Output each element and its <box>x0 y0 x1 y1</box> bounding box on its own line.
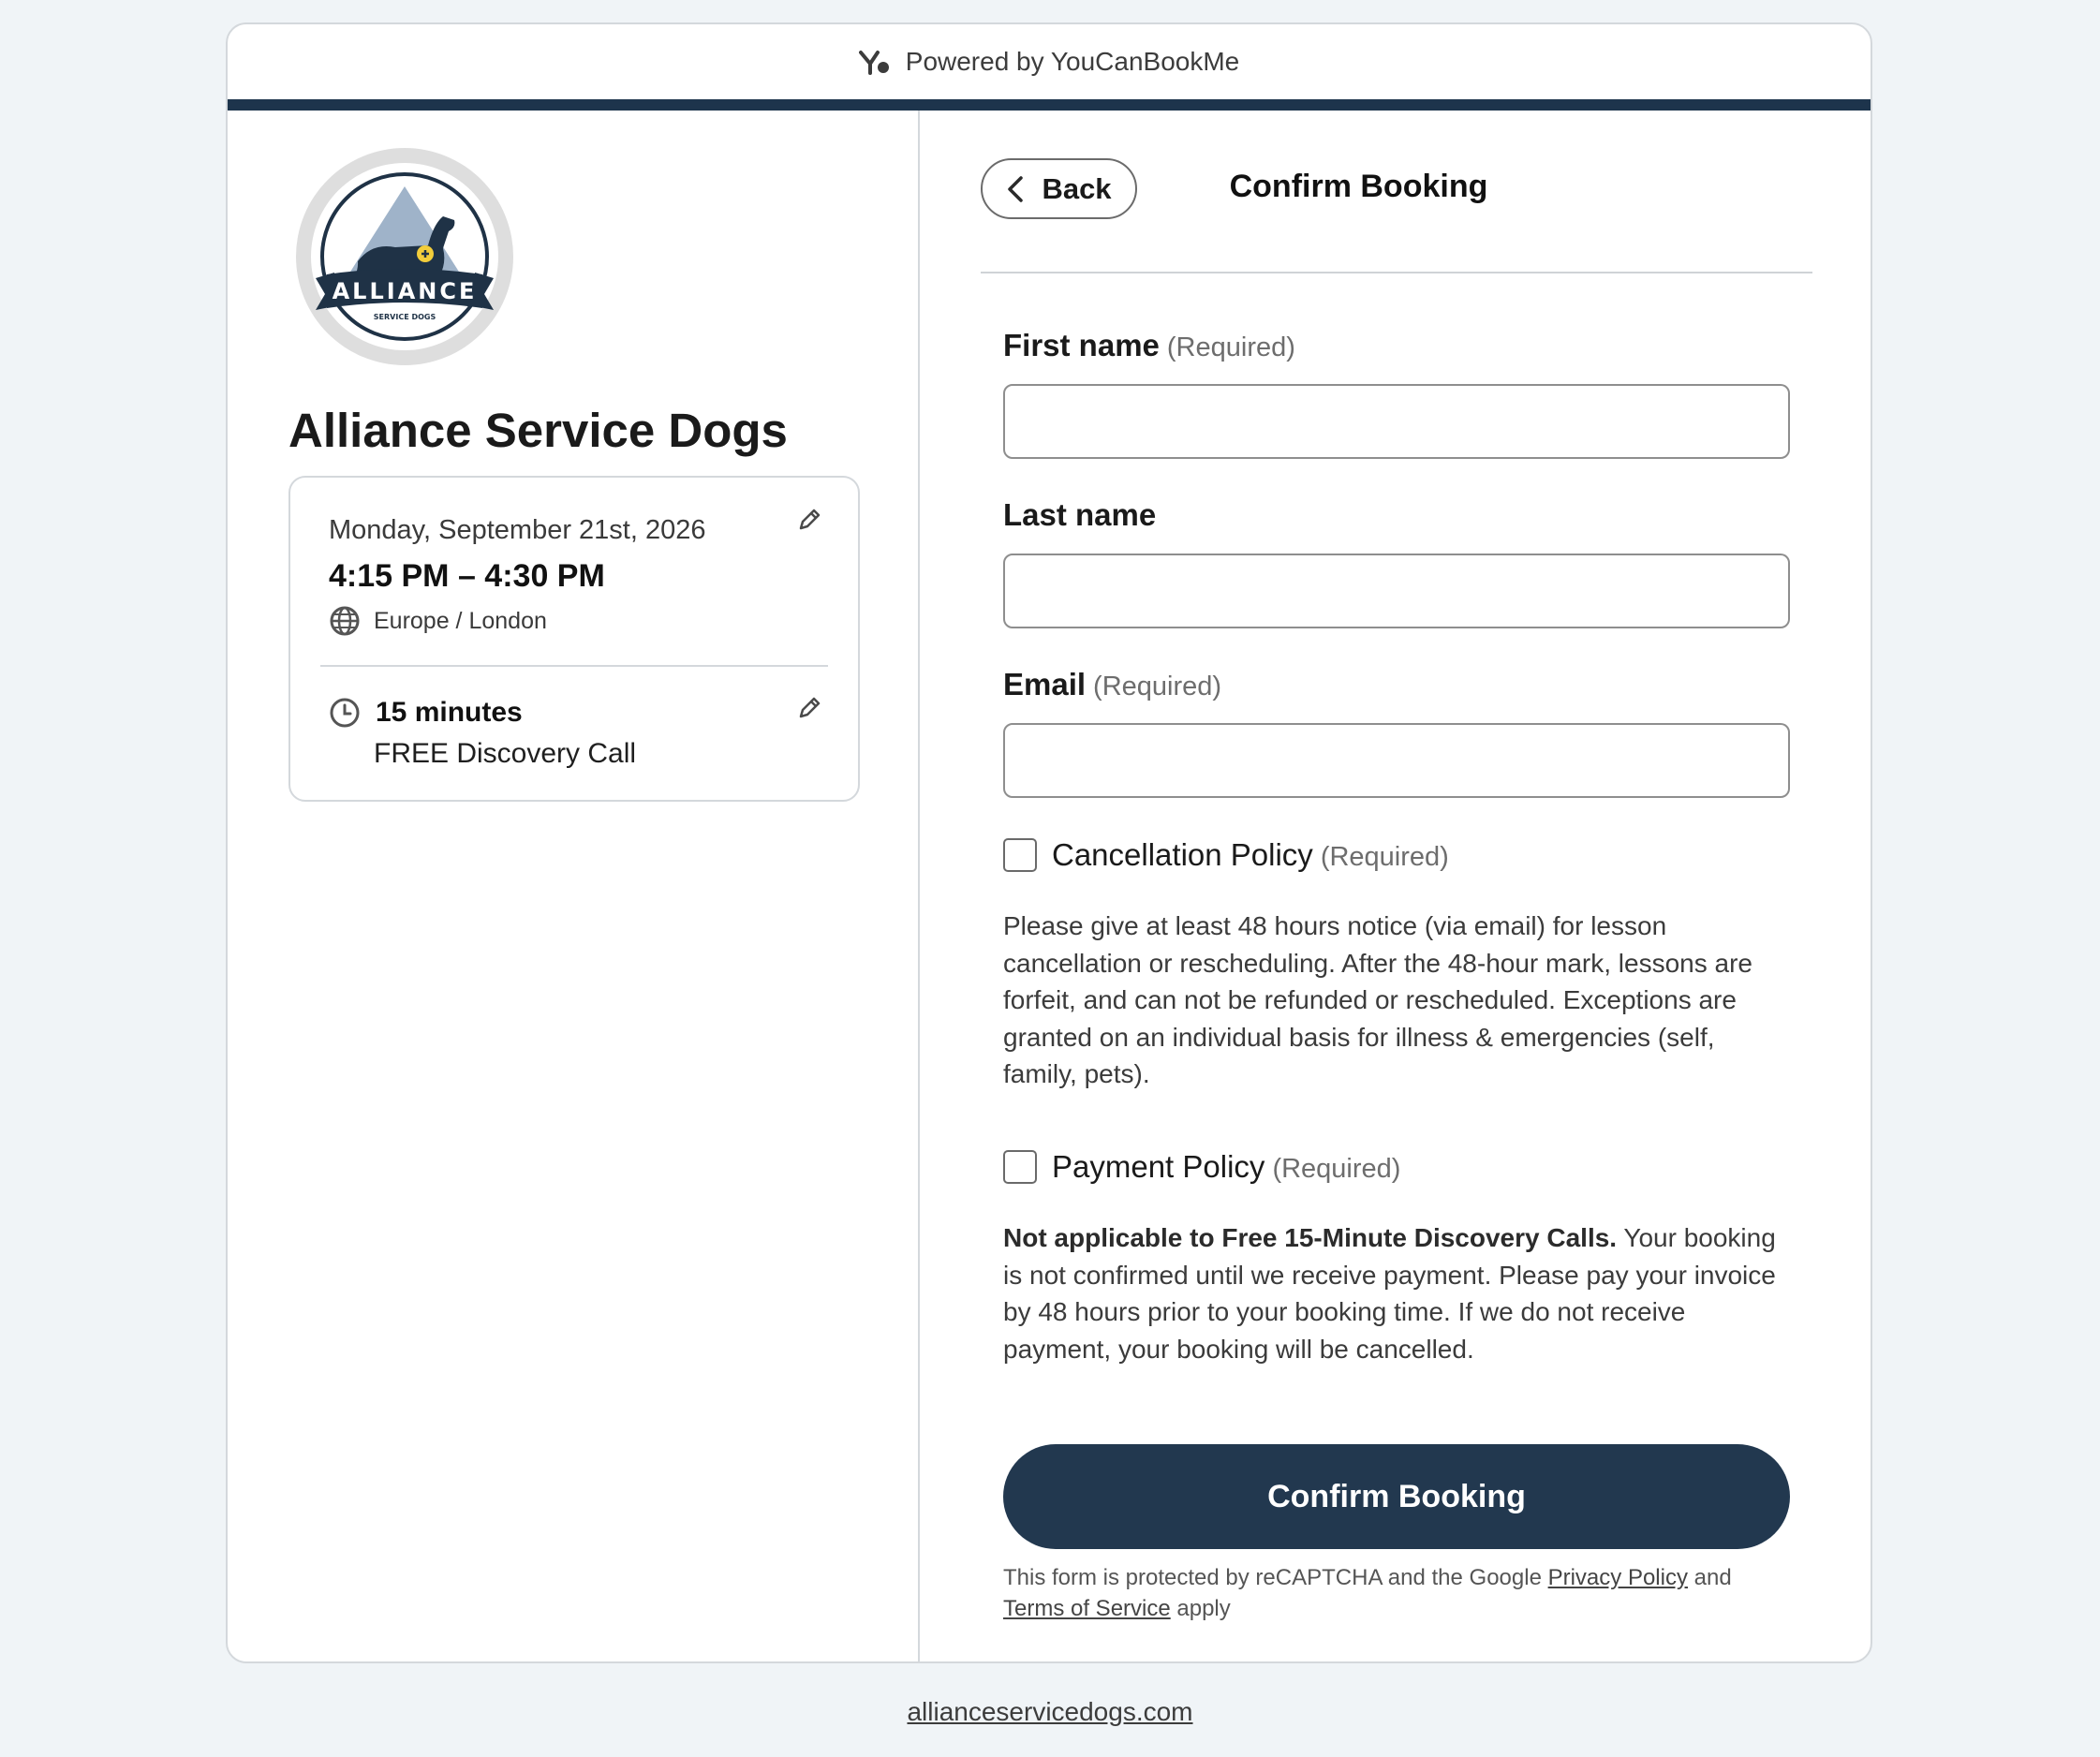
clock-icon <box>329 697 361 729</box>
recaptcha-middle: and <box>1687 1565 1732 1590</box>
pencil-edit-icon[interactable] <box>795 506 823 534</box>
powered-by-banner <box>228 24 1871 99</box>
recaptcha-notice <box>1003 1562 1809 1624</box>
payment-policy-body-text: Your booking is not confirmed until we receive payment. Please pay your invoice by 48 hours prior to your booking time. If we do not receive payment, your booking will be cancelled. <box>1003 1223 1776 1364</box>
booking-date: Monday, September 21st, 2026 <box>329 515 706 545</box>
payment-policy-label <box>1052 1149 1400 1185</box>
email-label-text: Email <box>1003 667 1087 701</box>
pencil-edit-icon[interactable] <box>795 694 823 722</box>
email-label <box>1003 667 1221 702</box>
required-indicator: (Required) <box>1093 672 1222 701</box>
form-title: Confirm Booking <box>1229 169 1488 204</box>
accent-bar <box>228 99 1871 111</box>
confirm-booking-button[interactable]: Confirm Booking <box>1003 1444 1790 1549</box>
website-link[interactable]: allianceservicedogs.com <box>907 1697 1193 1726</box>
back-button-label: Back <box>1042 171 1112 205</box>
logo-text: ALLIANCE <box>332 278 478 304</box>
required-indicator: (Required) <box>1320 842 1449 872</box>
first-name-label-text: First name <box>1003 328 1160 362</box>
first-name-input[interactable] <box>1003 384 1790 459</box>
booking-summary-panel <box>228 111 920 1661</box>
youcanbookme-logo-icon <box>859 49 891 75</box>
payment-policy-bold-text: Not applicable to Free 15-Minute Discovery Calls. <box>1003 1223 1618 1252</box>
first-name-label <box>1003 328 1295 363</box>
last-name-label: Last name <box>1003 497 1157 532</box>
cancellation-policy-label-text: Cancellation Policy <box>1052 837 1313 872</box>
timezone-label: Europe / London <box>374 607 547 634</box>
booking-time: 4:15 PM – 4:30 PM <box>329 558 605 594</box>
last-name-input[interactable] <box>1003 554 1790 628</box>
email-input[interactable] <box>1003 723 1790 798</box>
summary-divider <box>320 665 828 667</box>
terms-of-service-link[interactable]: Terms of Service <box>1003 1596 1171 1621</box>
duration-label: 15 minutes <box>376 697 523 728</box>
payment-policy-label-text: Payment Policy <box>1052 1149 1265 1184</box>
cancellation-policy-row <box>1003 837 1449 873</box>
recaptcha-prefix: This form is protected by reCAPTCHA and the Google <box>1003 1565 1548 1590</box>
logo-subtext: SERVICE DOGS <box>373 313 436 321</box>
recaptcha-suffix: apply <box>1170 1596 1231 1621</box>
required-indicator: (Required) <box>1272 1154 1401 1184</box>
booking-form-panel <box>920 111 1871 1661</box>
required-indicator: (Required) <box>1166 332 1295 362</box>
privacy-policy-link[interactable]: Privacy Policy <box>1547 1565 1688 1590</box>
cancellation-policy-text: Please give at least 48 hours notice (via email) for lesson cancellation or rescheduling. After the 48-hour mark, lessons are forfeit, and can not be refunded or rescheduled. Exceptions are granted on an individual basis for illness & emergencies (self, family, pets). <box>1003 911 1752 1088</box>
timezone-row <box>329 605 547 637</box>
payment-policy-text <box>1003 1219 1795 1367</box>
powered-by-text: Powered by YouCanBookMe <box>905 47 1240 76</box>
organization-name: Alliance Service Dogs <box>288 404 788 457</box>
payment-policy-checkbox[interactable] <box>1003 1150 1037 1184</box>
cancellation-policy-label <box>1052 837 1449 873</box>
cancellation-policy-checkbox[interactable] <box>1003 838 1037 872</box>
duration-row <box>329 697 523 729</box>
organization-logo <box>296 148 513 365</box>
header-divider <box>981 272 1812 273</box>
booking-card <box>226 22 1872 1663</box>
payment-policy-row <box>1003 1149 1400 1185</box>
booking-summary-box <box>288 476 860 802</box>
alliance-logo-icon <box>306 158 503 355</box>
event-type-label: FREE Discovery Call <box>374 738 637 769</box>
globe-icon <box>329 605 361 637</box>
